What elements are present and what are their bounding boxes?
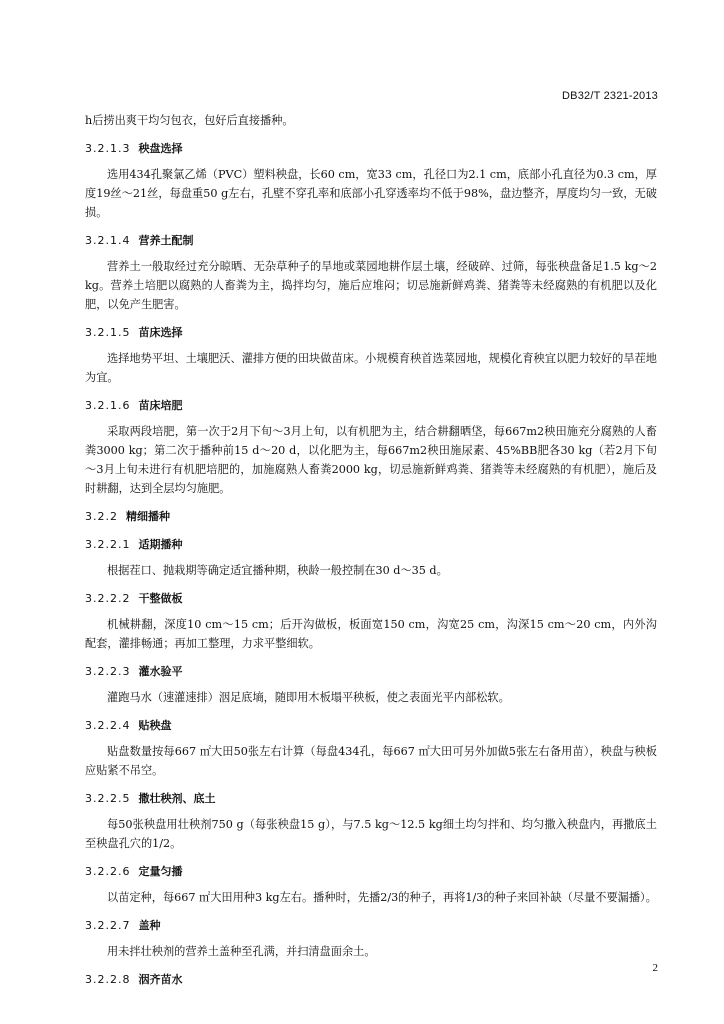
paragraph: 选择地势平坦、土壤肥沃、灌排方便的田块做苗床。小规模育秧首选菜园地，规模化育秧宜以肥力较好的旱茬地为宜。 <box>85 352 657 384</box>
section-number: 3.2.2.3 <box>85 665 131 678</box>
section-heading <box>85 139 657 158</box>
section-heading <box>85 970 657 989</box>
section-heading <box>85 998 657 1017</box>
section-title: 灌水验平 <box>138 665 183 678</box>
section-heading <box>85 789 657 808</box>
section-number: 3.2.2.8 <box>85 973 131 986</box>
section-number: 3.2.2.4 <box>85 719 131 732</box>
section-title: 苗床培肥 <box>138 399 183 412</box>
paragraph: 采取两段培肥，第一次于2月下旬～3月上旬，以有机肥为主，结合耕翻晒垡，每667m2秧田施充分腐熟的人畜粪3000 kg；第二次于播种前15 d～20 d，以化肥为主，每667m2秧田施尿素、45%BB肥各30 kg（若2月下旬～3月上旬未进行有机肥培肥的，加施腐熟人畜粪2000 kg，切忌施新鲜鸡粪、猪粪等未经腐熟的有机肥），施后及时耕翻，达到全层均匀施肥。 <box>85 425 657 495</box>
section-number: 3.2.2.5 <box>85 792 131 805</box>
section-number: 3.2.2.7 <box>85 919 131 932</box>
section-number: 3.2.1.5 <box>85 326 131 339</box>
section-heading <box>85 396 657 415</box>
section-number: 3.2.1.3 <box>85 142 131 155</box>
section-title: 贴秧盘 <box>138 719 172 732</box>
section-number: 3.2.2.1 <box>85 538 131 551</box>
paragraph: 选用434孔聚氯乙烯（PVC）塑料秧盘，长60 cm，宽33 cm，孔径口为2.1 cm，底部小孔直径为0.3 cm，厚度19丝～21丝，每盘重50 g左右，孔壁不穿孔率和底部小孔穿透率均不低于98%，盘边整齐，厚度均匀一致，无破损。 <box>85 168 657 219</box>
section-heading <box>85 231 657 250</box>
section-title: 精细播种 <box>126 510 170 523</box>
section-heading <box>85 662 657 681</box>
section-heading <box>85 323 657 342</box>
paragraph: 每50张秧盘用壮秧剂750 g（每张秧盘15 g），与7.5 kg～12.5 kg细土均匀拌和、均匀撒入秧盘内，再撒底土至秧盘孔穴的1/2。 <box>85 818 657 850</box>
section-heading <box>85 716 657 735</box>
paragraph: 以苗定种，每667 ㎡大田用种3 kg左右。播种时，先播2/3的种子，再将1/3的种子来回补缺（尽量不要漏播）。 <box>107 891 657 904</box>
paragraph: 用未拌壮秧剂的营养土盖种至孔满，并扫清盘面余土。 <box>107 945 376 958</box>
document-body <box>85 111 657 1024</box>
section-title: 撒壮秧剂、底土 <box>138 792 216 805</box>
paragraph: 营养土一般取经过充分晾晒、无杂草种子的旱地或菜园地耕作层土壤，经破碎、过筛，每张秧盘备足1.5 kg～2 kg。营养土培肥以腐熟的人畜粪为主，捣拌均匀，施后应堆闷；切忌施新鲜鸡粪、猪粪等未经腐熟的有机肥以及化肥，以免产生肥害。 <box>85 260 657 311</box>
paragraph: h后捞出爽干均匀包衣，包好后直接播种。 <box>85 114 294 127</box>
section-heading <box>85 535 657 554</box>
section-title: 营养土配制 <box>138 234 194 247</box>
section-heading <box>85 862 657 881</box>
paragraph: 机械耕翻，深度10 cm～15 cm；后开沟做板，板面宽150 cm，沟宽25 cm，沟深15 cm～20 cm，内外沟配套，灌排畅通；再加工整理，力求平整细软。 <box>85 618 657 650</box>
section-number: 3.2.2 <box>85 510 118 523</box>
section-title: 适期播种 <box>138 538 183 551</box>
page-number: 2 <box>652 962 658 974</box>
section-heading <box>85 507 657 526</box>
section-title: 洇齐苗水 <box>138 973 183 986</box>
paragraph: 灌跑马水（速灌速排）洇足底墒，随即用木板塌平秧板，使之表面光平内部松软。 <box>107 691 510 704</box>
document-code: DB32/T 2321-2013 <box>562 90 658 102</box>
section-heading <box>85 589 657 608</box>
paragraph: 贴盘数量按每667 ㎡大田50张左右计算（每盘434孔，每667 ㎡大田可另外加做5张左右备用苗），秧盘与秧板应贴紧不吊空。 <box>85 745 657 777</box>
section-number: 3.2.1.4 <box>85 234 131 247</box>
section-number: 3.2.1.6 <box>85 399 131 412</box>
section-title: 苗床选择 <box>138 326 183 339</box>
section-title: 干整做板 <box>138 592 183 605</box>
section-heading <box>85 916 657 935</box>
section-number: 3.2.2.6 <box>85 865 131 878</box>
section-title: 定量匀播 <box>138 865 183 878</box>
paragraph: 根据茬口、抛栽期等确定适宜播种期，秧龄一般控制在30 d～35 d。 <box>107 564 448 577</box>
section-title: 秧盘选择 <box>138 142 183 155</box>
section-number: 3.2.2.2 <box>85 592 131 605</box>
section-title: 盖种 <box>138 919 161 932</box>
